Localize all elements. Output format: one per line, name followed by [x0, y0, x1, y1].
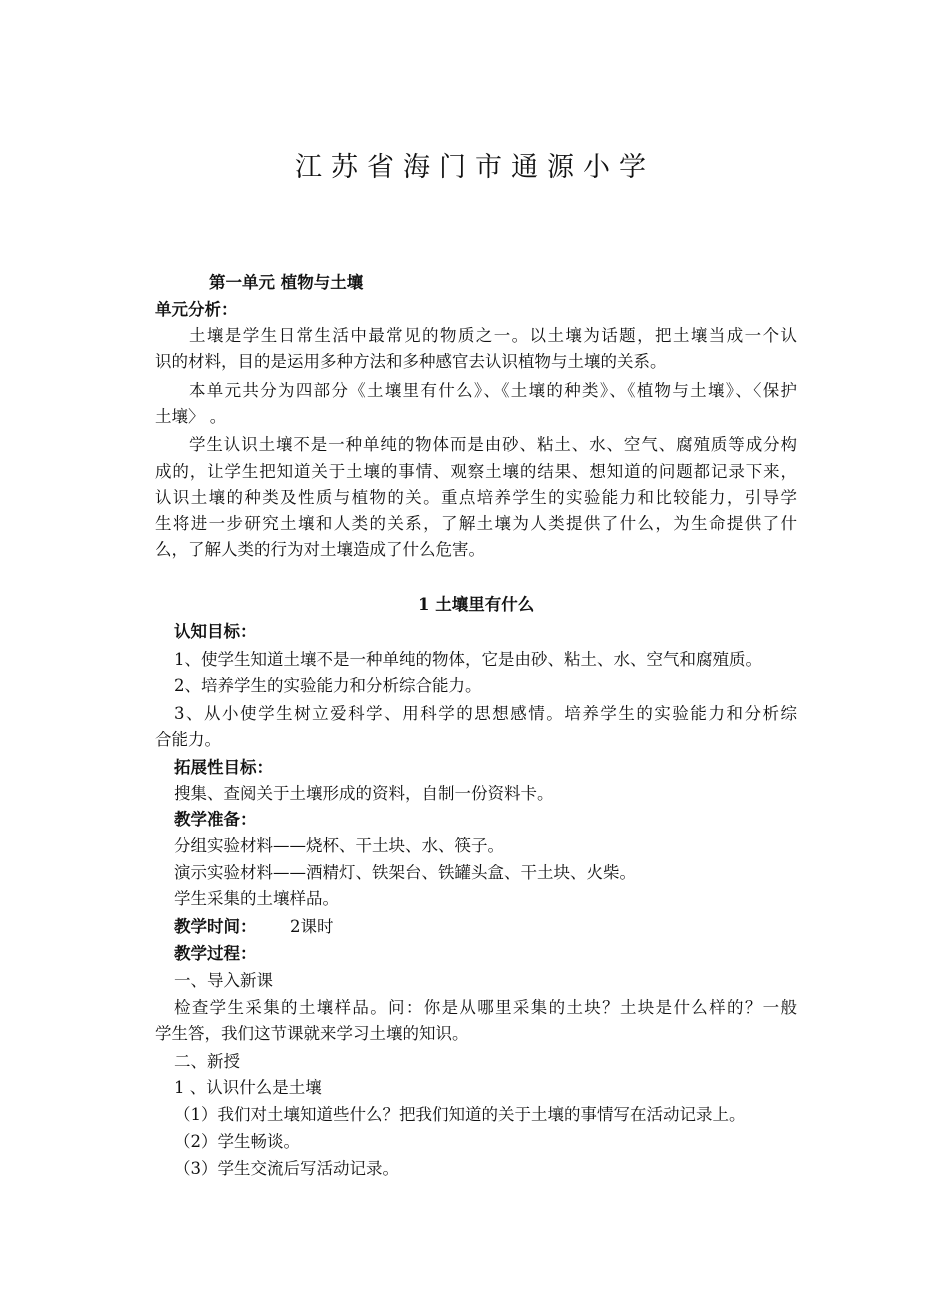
goal-2: 2、培养学生的实验能力和分析综合能力。 — [174, 676, 482, 695]
analysis-p2-line1: 本单元共分为四部分《土壤里有什么》、《土壤的种类》、《植物与土壤》、〈保护 — [189, 381, 797, 400]
extension-goals-heading: 拓展性目标： — [174, 758, 273, 777]
sub-step-1-item-1: （1）我们对土壤知道些什么？把我们知道的关于土壤的事情写在活动记录上。 — [174, 1105, 746, 1124]
goal-3-line1: 3、从小使学生树立爱科学、用科学的思想感情。培养学生的实验能力和分析综 — [174, 704, 797, 723]
analysis-p3-line3: 认识土壤的种类及性质与植物的关。重点培养学生的实验能力和比较能力，引导学 — [155, 488, 797, 507]
unit-title: 第一单元 植物与土壤 — [209, 273, 364, 292]
preparation-item-3: 学生采集的土壤样品。 — [174, 889, 339, 908]
analysis-p3-line1: 学生认识土壤不是一种单纯的物体而是由砂、粘土、水、空气、腐殖质等成分构 — [189, 435, 797, 454]
step-1-heading: 一、导入新课 — [174, 971, 273, 990]
step-1-text-line1: 检查学生采集的土壤样品。问：你是从哪里采集的土块？土块是什么样的？一般 — [174, 998, 797, 1017]
school-name: 江苏省海门市通源小学 — [295, 152, 655, 183]
analysis-p2-line2: 土壤〉 。 — [155, 407, 227, 426]
unit-analysis-heading: 单元分析： — [155, 300, 238, 319]
teaching-time-heading: 教学时间： — [174, 917, 257, 936]
step-1-text-line2: 学生答，我们这节课就来学习土壤的知识。 — [155, 1024, 469, 1043]
goal-1: 1、使学生知道土壤不是一种单纯的物体，它是由砂、粘土、水、空气和腐殖质。 — [174, 650, 762, 669]
analysis-p3-line5: 么，了解人类的行为对土壤造成了什么危害。 — [155, 540, 485, 559]
step-2-heading: 二、新授 — [174, 1052, 240, 1071]
analysis-p3-line4: 生将进一步研究土壤和人类的关系，了解土壤为人类提供了什么，为生命提供了什 — [155, 514, 797, 533]
teaching-process-heading: 教学过程： — [174, 944, 257, 963]
goal-3-line2: 合能力。 — [155, 730, 221, 749]
analysis-p1-line2: 识的材料，目的是运用多种方法和多种感官去认识植物与土壤的关系。 — [155, 352, 667, 371]
preparation-item-2: 演示实验材料——酒精灯、铁架台、铁罐头盒、干土块、火柴。 — [174, 863, 636, 882]
preparation-heading: 教学准备： — [174, 810, 257, 829]
preparation-item-1: 分组实验材料——烧杯、干土块、水、筷子。 — [174, 836, 504, 855]
analysis-p3-line2: 成的，让学生把知道关于土壤的事情、观察土壤的结果、想知道的问题都记录下来， — [155, 462, 797, 481]
teaching-time-value: 2课时 — [290, 917, 334, 936]
extension-goal-text: 搜集、查阅关于土壤形成的资料，自制一份资料卡。 — [174, 784, 554, 803]
cognitive-goals-heading: 认知目标： — [174, 622, 257, 641]
lesson-title: 1 土壤里有什么 — [418, 595, 535, 614]
analysis-p1-line1: 土壤是学生日常生活中最常见的物质之一。以土壤为话题，把土壤当成一个认 — [189, 326, 797, 345]
sub-step-1-item-3: （3）学生交流后写活动记录。 — [174, 1159, 399, 1178]
sub-step-1-heading: 1 、认识什么是土壤 — [174, 1078, 322, 1097]
sub-step-1-item-2: （2）学生畅谈。 — [174, 1132, 300, 1151]
